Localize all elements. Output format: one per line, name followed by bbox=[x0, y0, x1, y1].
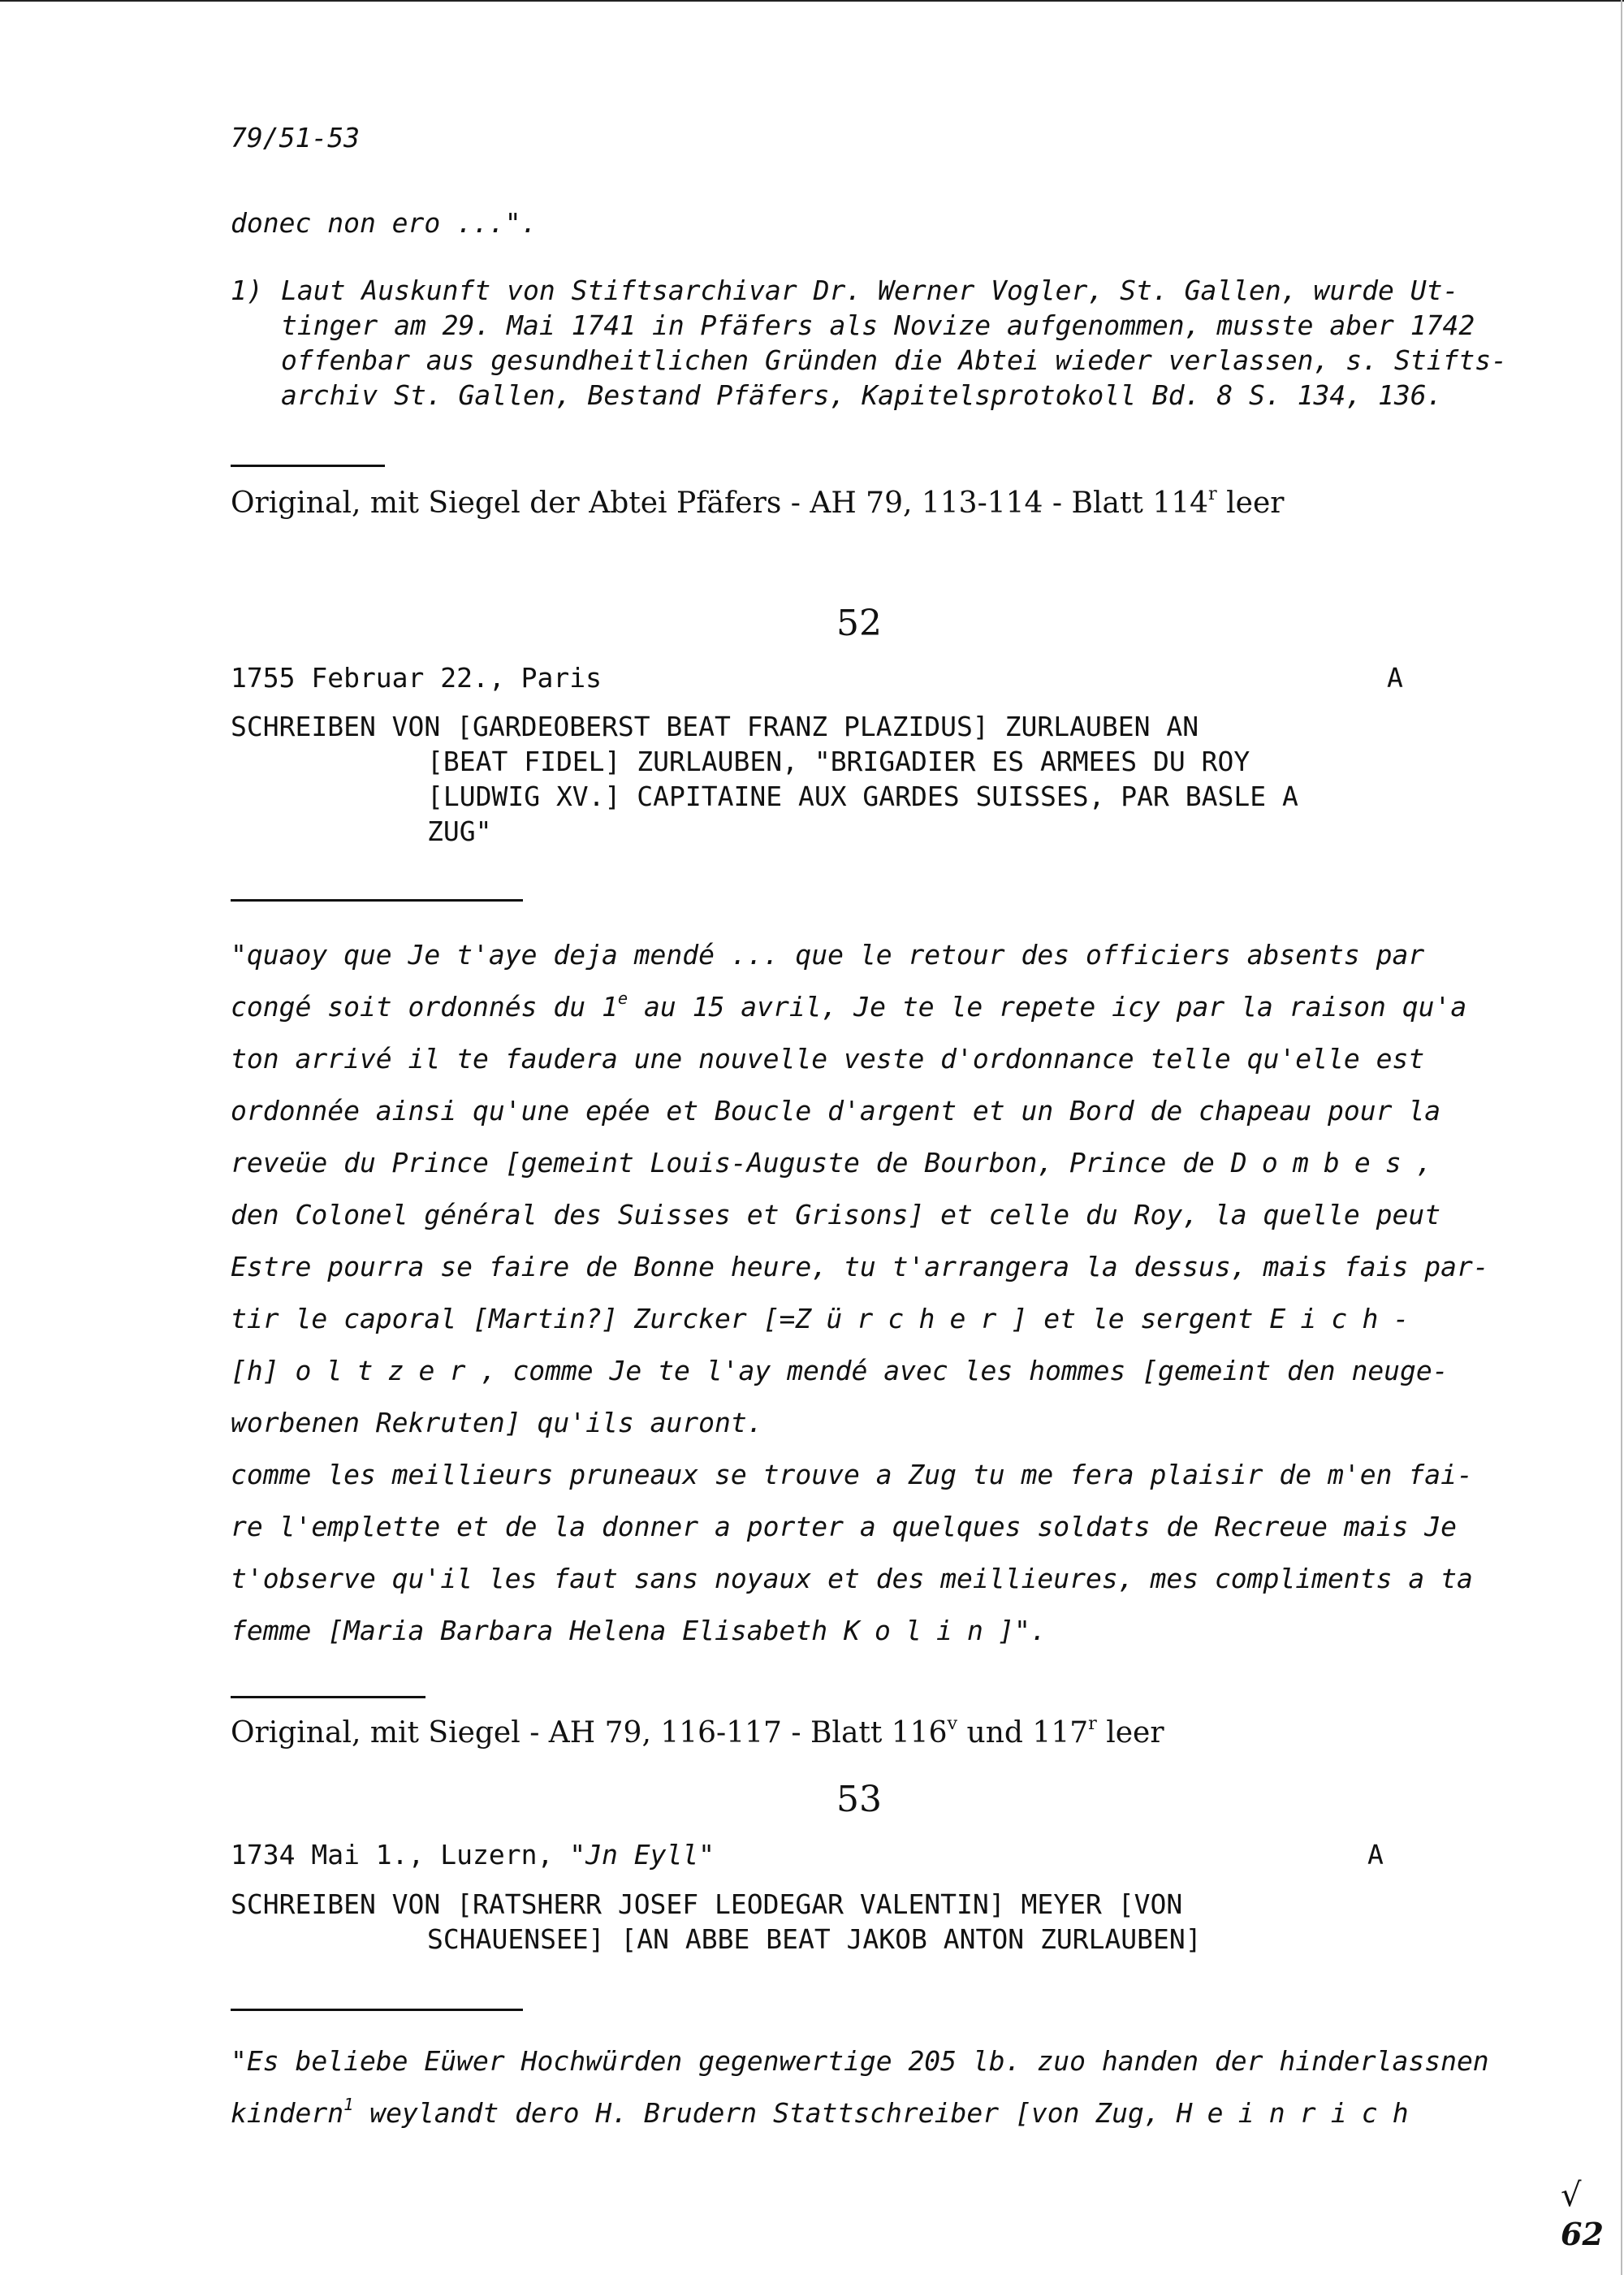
text-fragment: [h] bbox=[231, 1355, 279, 1386]
entry-title-line: [BEAT FIDEL] ZURLAUBEN, "BRIGADIER ES ARMEES DU ROY bbox=[427, 746, 1250, 777]
entry-number: 52 bbox=[836, 603, 882, 644]
text-line: Estre pourra se faire de Bonne heure, tu t'arrangera la dessus, mais fais par- bbox=[231, 1251, 1489, 1282]
spaced-name: Dombes bbox=[1230, 1147, 1416, 1179]
source-text: Original, mit Siegel - AH 79, 116-117 - Blatt 116 bbox=[231, 1716, 948, 1750]
folio-superscript: r bbox=[1208, 482, 1217, 504]
spaced-name: oltzer bbox=[295, 1355, 481, 1386]
source-text: leer bbox=[1096, 1716, 1164, 1750]
text-line bbox=[231, 1615, 1047, 1646]
entry-date: 1755 Februar 22., Paris bbox=[231, 662, 602, 694]
footnote-line: archiv St. Gallen, Bestand Pfäfers, Kapitelsprotokoll Bd. 8 S. 134, 136. bbox=[281, 379, 1443, 411]
text-line: den Colonel général des Suisses et Grisons] et celle du Roy, la quelle peut bbox=[231, 1199, 1441, 1230]
text-fragment: , bbox=[1415, 1147, 1432, 1179]
text-fragment: - bbox=[1393, 1303, 1410, 1334]
top-border-line bbox=[0, 0, 1624, 2]
text-fragment: femme [Maria Barbara Helena Elisabeth bbox=[231, 1615, 844, 1646]
source-line-52 bbox=[231, 1712, 1164, 1750]
spaced-name: Kolin bbox=[843, 1615, 999, 1646]
text-line: "quaoy que Je t'aye deja mendé ... que le retour des officiers absents par bbox=[231, 939, 1425, 971]
date-place-note: "Jn Eyll" bbox=[569, 1839, 715, 1871]
text-fragment: congé soit ordonnés du 1 bbox=[231, 991, 618, 1023]
text-fragment: ]". bbox=[998, 1615, 1047, 1646]
source-text: Original, mit Siegel der Abtei Pfäfers - AH 79, 113-114 - Blatt 114 bbox=[231, 487, 1209, 520]
text-fragment: weylandt dero H. Brudern Stattschreiber [von Zug, bbox=[353, 2097, 1177, 2129]
source-text: und 117 bbox=[957, 1716, 1089, 1750]
divider-rule bbox=[231, 465, 385, 467]
spaced-name: Zürcher bbox=[795, 1303, 1012, 1334]
folio-superscript: r bbox=[1088, 1712, 1097, 1734]
right-border-line bbox=[1621, 0, 1622, 2275]
folio-superscript: v bbox=[947, 1712, 958, 1734]
date-text: 1734 Mai 1., Luzern, bbox=[231, 1839, 570, 1871]
spaced-name: Eich bbox=[1269, 1303, 1393, 1334]
entry-title-line: SCHAUENSEE] [AN ABBE BEAT JAKOB ANTON ZURLAUBEN] bbox=[427, 1923, 1202, 1955]
footnote-line: Laut Auskunft von Stiftsarchivar Dr. Werner Vogler, St. Gallen, wurde Ut- bbox=[281, 275, 1459, 306]
text-line: t'observe qu'il les faut sans noyaux et des meillieures, mes compliments a ta bbox=[231, 1563, 1473, 1594]
text-fragment: reveüe du Prince [gemeint Louis-Auguste de Bourbon, Prince de bbox=[231, 1147, 1231, 1179]
footnote-line: tinger am 29. Mai 1741 in Pfäfers als Novize aufgenommen, musste aber 1742 bbox=[281, 309, 1475, 341]
text-line: comme les meillieurs pruneaux se trouve a Zug tu me fera plaisir de m'en fai- bbox=[231, 1459, 1473, 1490]
continuation-line: donec non ero ...". bbox=[231, 207, 538, 239]
footnote-number: 1) bbox=[231, 275, 263, 306]
entry-marker: A bbox=[1387, 662, 1403, 694]
entry-title-line: [LUDWIG XV.] CAPITAINE AUX GARDES SUISSES, PAR BASLE A bbox=[427, 781, 1298, 812]
entry-number: 53 bbox=[836, 1779, 882, 1820]
entry-title-line: ZUG" bbox=[427, 815, 492, 847]
footnote-ref: 1 bbox=[343, 2094, 354, 2114]
entry-marker: A bbox=[1367, 1839, 1384, 1871]
text-fragment: au 15 avril, Je te le repete icy par la raison qu'a bbox=[628, 991, 1467, 1023]
footnote-line: offenbar aus gesundheitlichen Gründen die Abtei wieder verlassen, s. Stifts- bbox=[281, 344, 1507, 376]
divider-rule bbox=[231, 2009, 523, 2011]
page-number: 62 bbox=[1561, 2216, 1604, 2252]
checkmark: √ bbox=[1561, 2177, 1582, 2214]
spaced-name: Heinrich bbox=[1176, 2097, 1423, 2129]
text-line bbox=[231, 2094, 1423, 2129]
divider-rule bbox=[231, 1696, 425, 1698]
text-line bbox=[231, 988, 1467, 1023]
text-line: worbenen Rekruten] qu'ils auront. bbox=[231, 1407, 763, 1438]
text-line: "Es beliebe Eüwer Hochwürden gegenwertige 205 lb. zuo handen der hinderlassnen bbox=[231, 2045, 1489, 2077]
text-line: ton arrivé il te faudera une nouvelle veste d'ordonnance telle qu'elle est bbox=[231, 1043, 1425, 1075]
text-line: re l'emplette et de la donner a porter a quelques soldats de Recreue mais Je bbox=[231, 1511, 1457, 1542]
text-fragment: tir le caporal [Martin?] Zurcker [= bbox=[231, 1303, 796, 1334]
entry-title-line: SCHREIBEN VON [GARDEOBERST BEAT FRANZ PLAZIDUS] ZURLAUBEN AN bbox=[231, 711, 1199, 742]
text-line bbox=[231, 1147, 1432, 1179]
text-fragment: kindern bbox=[231, 2097, 344, 2129]
entry-title-line: SCHREIBEN VON [RATSHERR JOSEF LEODEGAR VALENTIN] MEYER [VON bbox=[231, 1888, 1183, 1920]
text-line bbox=[231, 1355, 1449, 1386]
page-reference: 79/51-53 bbox=[231, 122, 360, 154]
source-text-suffix: leer bbox=[1216, 487, 1285, 520]
text-fragment: ] et le sergent bbox=[1011, 1303, 1270, 1334]
source-line-51 bbox=[231, 482, 1285, 520]
superscript: e bbox=[617, 988, 628, 1008]
text-line bbox=[231, 1303, 1409, 1334]
entry-date bbox=[231, 1839, 715, 1871]
text-line: ordonnée ainsi qu'une epée et Boucle d'argent et un Bord de chapeau pour la bbox=[231, 1095, 1441, 1127]
divider-rule bbox=[231, 899, 523, 902]
text-fragment: , comme Je te l'ay mendé avec les hommes [gemeint den neuge- bbox=[480, 1355, 1449, 1386]
